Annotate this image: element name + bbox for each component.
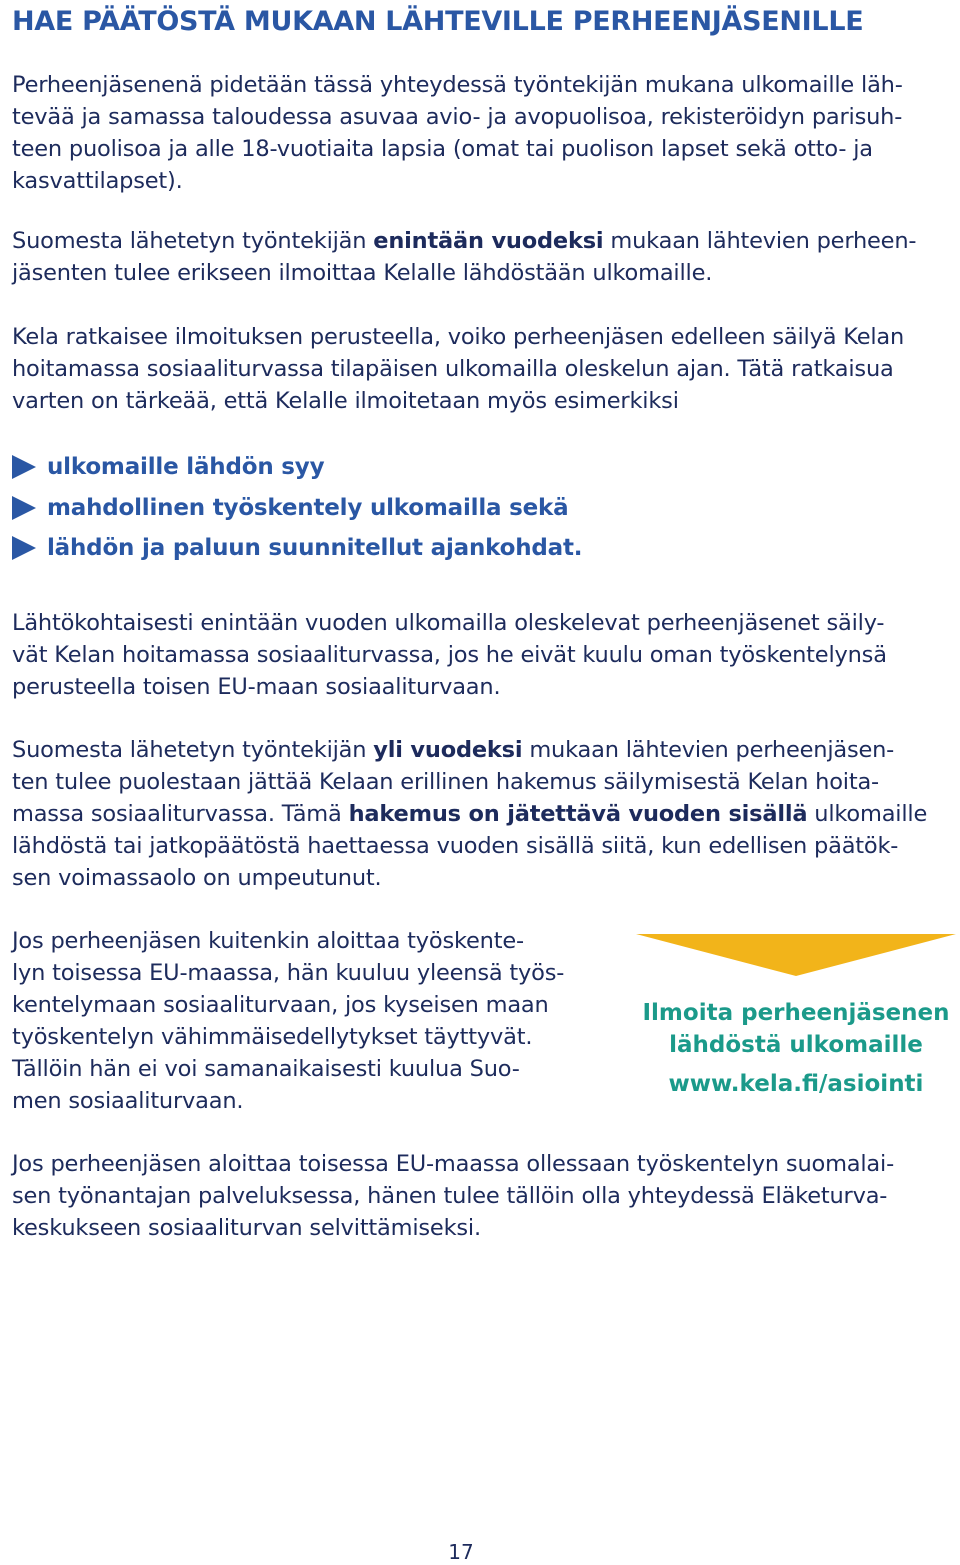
text-line: sen työnantajan palveluksessa, hänen tulee tällöin olla yhteydessä Eläketurva- <box>12 1183 888 1209</box>
text-line: kentelymaan sosiaaliturvaan, jos kyseisen maan <box>12 992 549 1018</box>
paragraph-kela-decision <box>12 321 956 417</box>
list-item: ulkomaille lähdön syy <box>12 447 582 488</box>
callout-line-1: Ilmoita perheenjäsenen <box>642 1000 950 1026</box>
text-line: Kela ratkaisee ilmoituksen perusteella, voiko perheenjäsen edelleen säilyä Kelan <box>12 324 905 350</box>
paragraph-finnish-employer <box>12 1148 956 1244</box>
text-line: Lähtökohtaisesti enintään vuoden ulkomailla oleskelevat perheenjäsenet säily- <box>12 610 885 636</box>
text-line: ten tulee puolestaan jättää Kelaan erillinen hakemus säilymisestä Kelan hoita- <box>12 769 879 795</box>
page-number: 17 <box>448 1540 474 1564</box>
chevron-down-icon <box>636 934 956 976</box>
triangle-bullet-icon <box>12 536 36 560</box>
notify-callout <box>636 934 956 1114</box>
text-line: men sosiaaliturvaan. <box>12 1088 244 1114</box>
text-line: vät Kelan hoitamassa sosiaaliturvassa, jos he eivät kuulu oman työskentelynsä <box>12 642 887 668</box>
text-line: tevää ja samassa taloudessa asuvaa avio- ja avopuolisoa, rekisteröidyn parisuh- <box>12 104 903 130</box>
text-line: sen voimassaolo on umpeutunut. <box>12 865 382 891</box>
text-line: keskukseen sosiaaliturvan selvittämiseksi. <box>12 1215 481 1241</box>
text-line: massa sosiaaliturvassa. Tämä hakemus on jätettävä vuoden sisällä ulkomaille <box>12 801 928 827</box>
triangle-bullet-icon <box>12 455 36 479</box>
emphasis-enintaan-vuodeksi: enintään vuodeksi <box>373 228 604 254</box>
bullet-list <box>12 447 582 569</box>
text-line: hoitamassa sosiaaliturvassa tilapäisen ulkomailla oleskelun ajan. Tätä ratkaisua <box>12 356 894 382</box>
text-line: Suomesta lähetetyn työntekijän yli vuodeksi mukaan lähtevien perheenjäsen- <box>12 737 895 763</box>
list-item: mahdollinen työskentely ulkomailla sekä <box>12 488 582 529</box>
paragraph-over-one-year <box>12 734 956 894</box>
triangle-bullet-icon <box>12 496 36 520</box>
text-line: kasvattilapset). <box>12 168 183 194</box>
emphasis-yli-vuodeksi: yli vuodeksi <box>373 737 523 763</box>
paragraph-baseline-rule <box>12 607 956 703</box>
text-line: lähdöstä tai jatkopäätöstä haettaessa vuoden sisällä siitä, kun edellisen päätök- <box>12 833 899 859</box>
text-line: Suomesta lähetetyn työntekijän enintään vuodeksi mukaan lähtevien perheen- <box>12 228 917 254</box>
asiointi-link[interactable]: www.kela.fi/asiointi <box>668 1071 924 1097</box>
text-line: teen puolisoa ja alle 18-vuotiaita lapsia (omat tai puolison lapset sekä otto- ja <box>12 136 873 162</box>
paragraph-max-one-year <box>12 225 956 289</box>
emphasis-hakemus-deadline: hakemus on jätettävä vuoden sisällä <box>348 801 808 827</box>
callout-chevron-shape <box>636 934 956 976</box>
text-line: lyn toisessa EU-maassa, hän kuuluu yleensä työs- <box>12 960 565 986</box>
text-line: jäsenten tulee erikseen ilmoittaa Kelalle lähdöstään ulkomaille. <box>12 260 713 286</box>
list-item: lähdön ja paluun suunnitellut ajankohdat. <box>12 528 582 569</box>
callout-line-2: lähdöstä ulkomaille <box>669 1032 923 1058</box>
text-line: Jos perheenjäsen aloittaa toisessa EU-maassa ollessaan työskentelyn suomalai- <box>12 1151 894 1177</box>
text-line: Perheenjäsenenä pidetään tässä yhteydessä työntekijän mukana ulkomaille läh- <box>12 72 903 98</box>
text-line: varten on tärkeää, että Kelalle ilmoitetaan myös esimerkiksi <box>12 388 679 414</box>
text-line: työskentelyn vähimmäisedellytykset täyttyvät. <box>12 1024 533 1050</box>
paragraph-work-in-eu <box>12 925 602 1117</box>
text-line: Tällöin hän ei voi samanaikaisesti kuulua Suo- <box>12 1056 520 1082</box>
paragraph-family-definition <box>12 69 956 197</box>
text-line: Jos perheenjäsen kuitenkin aloittaa työskente- <box>12 928 524 954</box>
page-title: HAE PÄÄTÖSTÄ MUKAAN LÄHTEVILLE PERHEENJÄSENILLE <box>12 6 864 37</box>
text-line: perusteella toisen EU-maan sosiaaliturvaan. <box>12 674 501 700</box>
